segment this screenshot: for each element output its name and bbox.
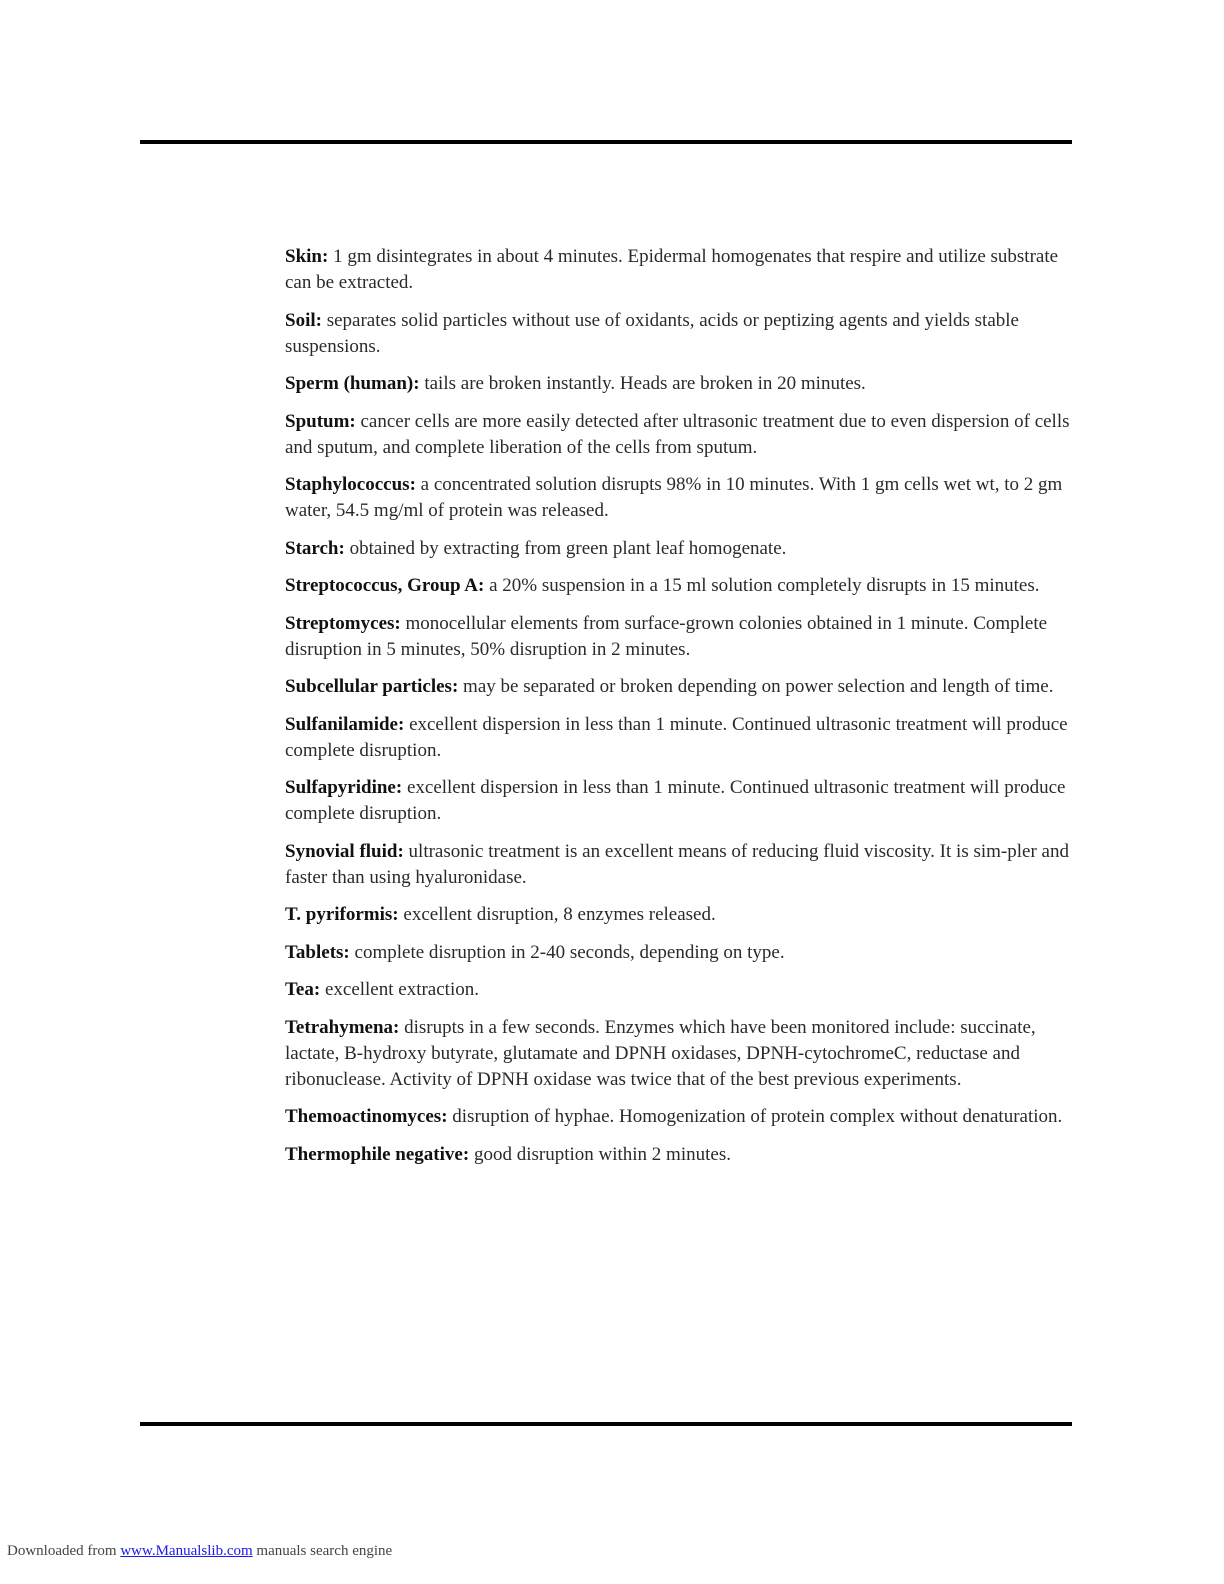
entry-term: Sperm (human):: [285, 373, 420, 394]
entry-subcellular-particles: [285, 674, 1072, 700]
entry-text: obtained by extracting from green plant leaf homogenate.: [349, 537, 787, 559]
entry-term: Streptococcus, Group A:: [285, 575, 485, 596]
entry-text: excellent dispersion in less than 1 minute. Continued ultrasonic treatment will produce complete disruption.: [285, 777, 1066, 824]
entry-sulfanilamide: [285, 712, 1072, 764]
entry-term: Sputum:: [285, 410, 356, 432]
entry-term: Tetrahymena:: [285, 1016, 400, 1038]
entry-text: disruption of hyphae. Homogenization of protein complex without denaturation.: [452, 1106, 1063, 1127]
entry-term: Starch:: [285, 537, 345, 559]
top-rule: [140, 140, 1072, 144]
entry-starch: [285, 536, 1072, 562]
entry-sulfapyridine: [285, 775, 1072, 827]
entry-t-pyriformis: [285, 902, 1072, 928]
bottom-rule: [140, 1422, 1072, 1426]
entry-term: Thermophile negative:: [285, 1143, 470, 1165]
entry-streptococcus: [285, 573, 1072, 599]
entry-text: excellent extraction.: [324, 979, 479, 1000]
footer-prefix: Downloaded from: [7, 1543, 117, 1559]
entry-text: tails are broken instantly. Heads are broken in 20 minutes.: [424, 373, 866, 394]
entry-text: may be separated or broken depending on power selection and length of time.: [463, 676, 1054, 697]
entry-text: excellent disruption, 8 enzymes released.: [403, 904, 716, 925]
entry-term: Tea:: [285, 979, 321, 1000]
entry-text: a 20% suspension in a 15 ml solution completely disrupts in 15 minutes.: [489, 575, 1040, 596]
entry-streptomyces: [285, 611, 1072, 663]
entry-tetrahymena: [285, 1015, 1072, 1093]
entry-thermophile-negative: [285, 1142, 1072, 1168]
download-footer: [7, 1541, 392, 1561]
entry-tablets: [285, 940, 1072, 966]
entry-text: monocellular elements from surface-grown colonies obtained in 1 minute. Complete disruption in 5 minutes, 50% disruption in 2 minutes.: [285, 612, 1048, 660]
entry-text: excellent dispersion in less than 1 minute. Continued ultrasonic treatment will produce complete disruption.: [285, 713, 1068, 761]
entry-text: complete disruption in 2-40 seconds, depending on type.: [354, 941, 785, 963]
entry-term: Subcellular particles:: [285, 676, 459, 697]
entry-term: Sulfanilamide:: [285, 713, 405, 735]
entry-staphylococcus: [285, 472, 1072, 524]
entry-term: Skin:: [285, 246, 329, 267]
entry-list: [285, 244, 1072, 1179]
entry-text: ultrasonic treatment is an excellent means of reducing fluid viscosity. It is sim-pler and faster than using hyaluronidase.: [285, 840, 1069, 888]
entry-text: separates solid particles without use of oxidants, acids or peptizing agents and yields stable suspensions.: [285, 309, 1019, 357]
entry-text: cancer cells are more easily detected after ultrasonic treatment due to even dispersion of cells and sputum, and complete liberation of the cells from sputum.: [285, 410, 1070, 458]
entry-term: Tablets:: [285, 941, 350, 963]
entry-term: Sulfapyridine:: [285, 777, 403, 798]
entry-term: Soil:: [285, 309, 322, 331]
entry-text: 1 gm disintegrates in about 4 minutes. Epidermal homogenates that respire and utilize substrate can be extracted.: [285, 246, 1059, 293]
entry-sputum: [285, 409, 1072, 461]
footer-suffix: manuals search engine: [256, 1543, 393, 1559]
entry-term: Streptomyces:: [285, 612, 401, 634]
entry-synovial-fluid: [285, 839, 1072, 891]
entry-text: a concentrated solution disrupts 98% in 10 minutes. With 1 gm cells wet wt, to 2 gm water, 54.5 mg/ml of protein was released.: [285, 474, 1063, 521]
entry-term: Staphylococcus:: [285, 474, 416, 495]
entry-skin: [285, 244, 1072, 296]
entry-soil: [285, 308, 1072, 360]
entry-tea: [285, 977, 1072, 1003]
entry-term: Synovial fluid:: [285, 840, 404, 862]
entry-themoactinomyces: [285, 1104, 1072, 1130]
entry-text: disrupts in a few seconds. Enzymes which have been monitored include: succinate, lactate, B-hydroxy butyrate, glutamate and DPNH oxidases, DPNH-cytochromeC, reductase and ribonuclease. Activity of DPNH oxidase was twice that of the best previous experiments.: [285, 1016, 1036, 1090]
manualslib-link[interactable]: www.Manualslib.com: [120, 1543, 253, 1559]
entry-term: Themoactinomyces:: [285, 1106, 448, 1127]
entry-sperm: [285, 371, 1072, 397]
entry-term: T. pyriformis:: [285, 904, 399, 925]
entry-text: good disruption within 2 minutes.: [473, 1143, 731, 1165]
